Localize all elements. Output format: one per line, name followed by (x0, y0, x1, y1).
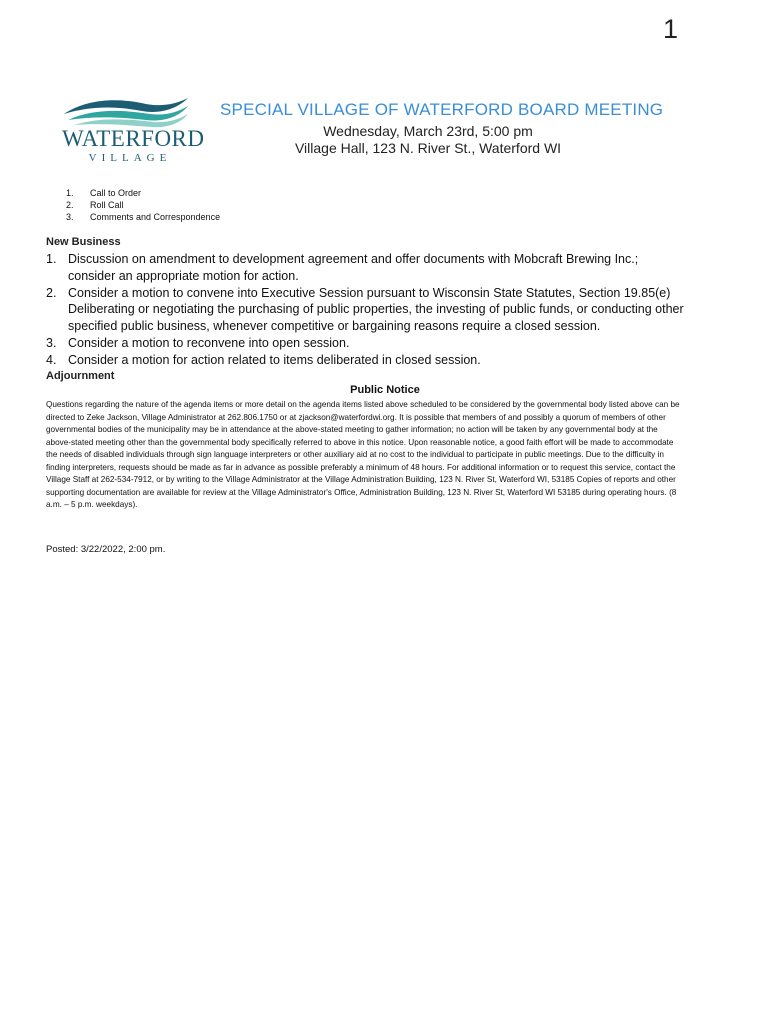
item-number: 1. (66, 188, 74, 198)
item-number: 3. (46, 335, 57, 350)
list-item (46, 335, 686, 352)
new-business-list (46, 251, 686, 369)
item-text: Call to Order (90, 188, 142, 198)
item-number: 3. (66, 212, 74, 222)
page-number: 1 (662, 14, 678, 44)
list-item (46, 251, 686, 285)
new-business-heading: New Business (46, 236, 121, 248)
logo-subtitle: VILLAGE (88, 152, 172, 164)
item-number: 2. (66, 200, 74, 210)
logo-wordmark: WATERFORD (62, 126, 205, 151)
opening-items-list (66, 188, 220, 224)
item-number: 4. (46, 352, 57, 367)
item-text: Consider a motion to reconvene into open session. (68, 335, 350, 350)
list-item (66, 200, 220, 212)
adjournment-heading: Adjournment (46, 370, 115, 382)
list-item (66, 188, 220, 200)
meeting-date: Wednesday, March 23rd, 5:00 pm (323, 123, 533, 139)
public-notice-title: Public Notice (350, 384, 420, 396)
meeting-title: SPECIAL VILLAGE OF WATERFORD BOARD MEETING (220, 100, 664, 119)
item-number: 1. (46, 252, 57, 266)
list-item (66, 212, 220, 224)
item-text: Consider a motion for action related to items deliberated in closed session. (68, 352, 481, 367)
list-item (46, 352, 686, 369)
waterford-village-logo (58, 92, 205, 168)
item-text: Comments and Correspondence (90, 212, 221, 222)
item-text: Roll Call (90, 200, 124, 210)
meeting-location: Village Hall, 123 N. River St., Waterford WI (294, 140, 562, 156)
list-item (46, 285, 686, 335)
posted-date: Posted: 3/22/2022, 2:00 pm. (46, 544, 166, 555)
item-text: Consider a motion to convene into Executive Session pursuant to Wisconsin State Statutes, Section 19.85(e) Deliberating or negotiating the purchasing of public properties, the investing of public funds, or conducting other specified public business, whenever competitive or bargaining reasons require a closed session. (68, 285, 684, 334)
item-text: Discussion on amendment to development agreement and offer documents with Mobcraft Brewing Inc.; consider an appropriate motion for action. (68, 252, 639, 283)
item-number: 2. (46, 285, 57, 300)
public-notice-body: Questions regarding the nature of the agenda items or more detail on the agenda items listed above scheduled to be considered by the governmental body listed above can be directed to Zeke Jackson, Village Administrator at 262.806.1750 or at zjackson@waterfordwi.org. It is possible that members of and possibly a quorum of members of other governmental bodies of the municipality may be in attendance at the above-stated meeting to gather information; no action will be taken by any governmental body at the above-stated meeting other than the governmental body specifically referred to above in this notice. Upon reasonable notice, a good faith effort will be made to accommodate the needs of disabled individuals through sign language interpreters or other auxiliary aid at no cost to the individual to participate in public meetings. Due to the difficulty in finding interpreters, requests should be made as far in advance as possible preferably a minimum of 48 hours. For additional information or to request this service, contact the Village Staff at 262-534-7912, or by writing to the Village Administrator at the Village Administration Building, 123 N. River St, Waterford WI, 53185 Copies of reports and other supporting documentation are available for review at the Village Administrator's Office, Administration Building, 123 N. River St, Waterford WI 53185 during operating hours. (8 a.m. – 5 p.m. weekdays). (46, 400, 680, 509)
